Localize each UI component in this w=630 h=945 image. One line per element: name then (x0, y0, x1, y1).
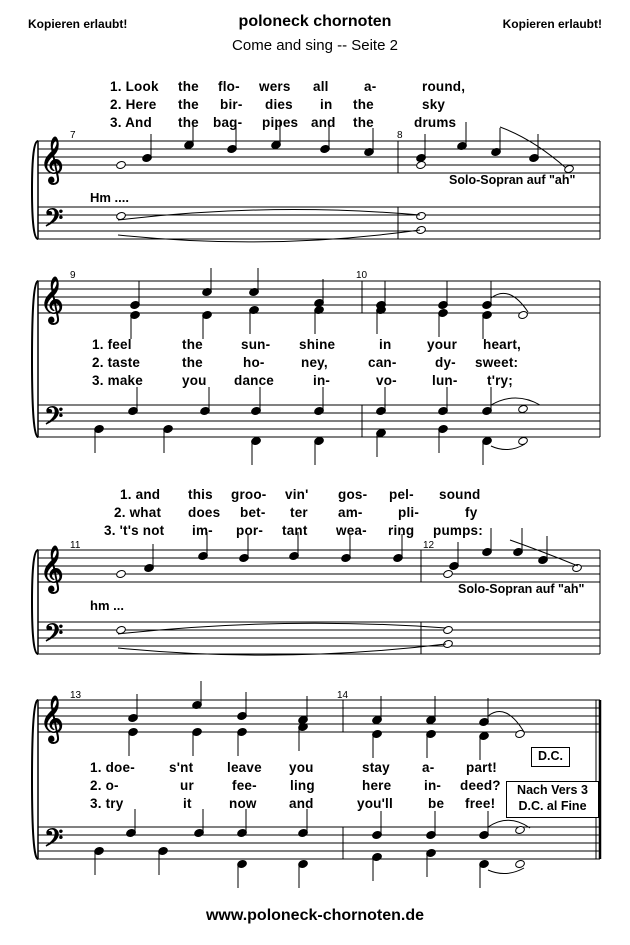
slur (488, 712, 524, 732)
lyric-syllable: and (289, 796, 314, 811)
notehead (515, 859, 526, 868)
lyric-syllable: all (313, 79, 329, 94)
lyric-syllable: does (188, 505, 221, 520)
slur (491, 444, 525, 450)
lyric-syllable: fee- (232, 778, 257, 793)
slur (488, 868, 524, 874)
lyric-syllable: ur (180, 778, 194, 793)
lyric-syllable: in (320, 97, 333, 112)
treble-clef-icon: 𝄞 (40, 696, 64, 742)
lyric-syllable: 1. and (120, 487, 161, 502)
lyric-syllable: dies (265, 97, 293, 112)
lyric-syllable: the (353, 115, 374, 130)
lyric-syllable: pli- (398, 505, 420, 520)
lyric-syllable: in- (424, 778, 442, 793)
lyric-syllable: pumps: (433, 523, 483, 538)
dc-note-line-2: D.C. al Fine (518, 799, 587, 813)
solo-soprano-note: Solo-Sopran auf "ah" (449, 173, 576, 187)
lyric-syllable: pel- (389, 487, 414, 502)
lyric-syllable: bag- (213, 115, 243, 130)
lyric-syllable: the (182, 355, 203, 370)
lyric-syllable: s'nt (169, 760, 194, 775)
notehead (116, 569, 127, 578)
lyric-syllable: drums (414, 115, 457, 130)
lyric-syllable: the (178, 79, 199, 94)
lyric-syllable: ter (290, 505, 308, 520)
bass-clef-icon: 𝄢 (44, 402, 64, 437)
measure-number: 11 (70, 540, 81, 551)
lyric-syllable: and (311, 115, 336, 130)
lyric-syllable: gos- (338, 487, 368, 502)
copy-allowed-left: Kopieren erlaubt! (28, 17, 128, 31)
lyric-syllable: am- (338, 505, 363, 520)
lyric-syllable: you (289, 760, 314, 775)
notehead (116, 160, 127, 169)
lyric-syllable: leave (227, 760, 262, 775)
lyric-syllable: deed? (460, 778, 501, 793)
slur (118, 623, 446, 634)
lyric-syllable: pipes (262, 115, 299, 130)
lyric-syllable: 1. feel (92, 337, 132, 352)
lyric-syllable: it (183, 796, 192, 811)
lyric-syllable: wers (259, 79, 291, 94)
lyric-syllable: your (427, 337, 458, 352)
lyric-syllable: part! (466, 760, 497, 775)
lyric-syllable: a- (422, 760, 435, 775)
lyric-syllable: 3. 't's not (104, 523, 165, 538)
notehead (443, 569, 454, 578)
dc-al-fine-box (506, 781, 599, 818)
lyric-syllable: groo- (231, 487, 267, 502)
measure-number: 7 (70, 130, 76, 141)
system-bracket (32, 281, 38, 437)
lyric-syllable: 1. Look (110, 79, 159, 94)
lyric-syllable: wea- (336, 523, 367, 538)
lyric-syllable: sweet: (475, 355, 519, 370)
treble-clef-icon: 𝄞 (40, 277, 64, 323)
lyric-syllable: 3. try (90, 796, 124, 811)
system-bracket (32, 550, 38, 654)
notehead (443, 625, 454, 634)
lyric-syllable: dy- (435, 355, 456, 370)
lyric-syllable: bet- (240, 505, 266, 520)
notehead (416, 211, 427, 220)
lyric-syllable: free! (465, 796, 496, 811)
lyric-syllable: im- (192, 523, 213, 538)
lyric-syllable: 3. And (110, 115, 152, 130)
lyric-syllable: you (182, 373, 207, 388)
lyric-syllable: tant (282, 523, 308, 538)
lyric-syllable: ho- (243, 355, 265, 370)
notehead (518, 404, 529, 413)
page-subtitle: Come and sing -- Seite 2 (232, 37, 398, 54)
lyric-syllable: round, (422, 79, 466, 94)
dc-box (531, 747, 570, 767)
notehead (518, 310, 529, 319)
slur (491, 398, 540, 405)
solo-soprano-note: Solo-Sopran auf "ah" (458, 582, 585, 596)
lyric-syllable: flo- (218, 79, 240, 94)
lyric-syllable: sound (439, 487, 481, 502)
website-url[interactable]: www.poloneck-chornoten.de (205, 907, 425, 924)
lyric-syllable: vo- (376, 373, 397, 388)
lyric-syllable: vin' (285, 487, 309, 502)
treble-clef-icon: 𝄞 (40, 546, 64, 592)
treble-clef-icon: 𝄞 (40, 137, 64, 183)
lyric-syllable: 1. doe- (90, 760, 135, 775)
notehead (518, 436, 529, 445)
lyric-syllable: ney, (301, 355, 328, 370)
lyric-syllable: heart, (483, 337, 521, 352)
lyric-syllable: 2. taste (92, 355, 141, 370)
dc-label: D.C. (538, 749, 563, 763)
lyric-syllable: bir- (220, 97, 243, 112)
measure-number: 12 (423, 540, 435, 551)
copy-allowed-right: Kopieren erlaubt! (502, 17, 602, 31)
lyric-syllable: por- (236, 523, 264, 538)
lyric-syllable: stay (362, 760, 390, 775)
lyric-syllable: fy (465, 505, 478, 520)
measure-number: 8 (397, 130, 403, 141)
lyric-syllable: ring (388, 523, 415, 538)
system-bracket (32, 700, 38, 859)
dc-note-line-1: Nach Vers 3 (517, 783, 588, 797)
slur (491, 293, 528, 312)
lyric-syllable: in (379, 337, 392, 352)
lyric-syllable: the (178, 115, 199, 130)
notehead (416, 160, 427, 169)
lyric-syllable: the (353, 97, 374, 112)
lyric-syllable: 2. o- (90, 778, 119, 793)
lyric-syllable: lun- (432, 373, 458, 388)
lyric-syllable: sky (422, 97, 446, 112)
lyric-syllable: be (428, 796, 445, 811)
lyric-syllable: a- (364, 79, 377, 94)
slur (118, 230, 420, 242)
bass-clef-icon: 𝄢 (44, 824, 64, 859)
notehead (572, 563, 583, 572)
hum-label: hm ... (90, 598, 124, 613)
lyric-syllable: 2. Here (110, 97, 157, 112)
lyric-syllable: 2. what (114, 505, 162, 520)
lyric-syllable: shine (299, 337, 336, 352)
lyric-syllable: now (229, 796, 257, 811)
measure-number: 10 (356, 270, 368, 281)
lyric-syllable: this (188, 487, 213, 502)
lyric-syllable: the (178, 97, 199, 112)
lyric-syllable: ling (290, 778, 315, 793)
hum-label: Hm .... (90, 190, 130, 205)
measure-number: 9 (70, 270, 76, 281)
measure-number: 13 (70, 690, 82, 701)
lyric-syllable: you'll (357, 796, 393, 811)
lyric-syllable: can- (368, 355, 397, 370)
lyric-syllable: t'ry; (487, 373, 513, 388)
lyric-syllable: here (362, 778, 392, 793)
lyric-syllable: sun- (241, 337, 271, 352)
bass-clef-icon: 𝄢 (44, 204, 64, 239)
lyric-syllable: the (182, 337, 203, 352)
system-bracket (32, 141, 38, 239)
lyric-syllable: dance (234, 373, 275, 388)
measure-number: 14 (337, 690, 349, 701)
page-title: poloneck chornoten (238, 13, 392, 30)
lyric-syllable: in- (313, 373, 331, 388)
lyric-syllable: 3. make (92, 373, 143, 388)
bass-clef-icon: 𝄢 (44, 619, 64, 654)
